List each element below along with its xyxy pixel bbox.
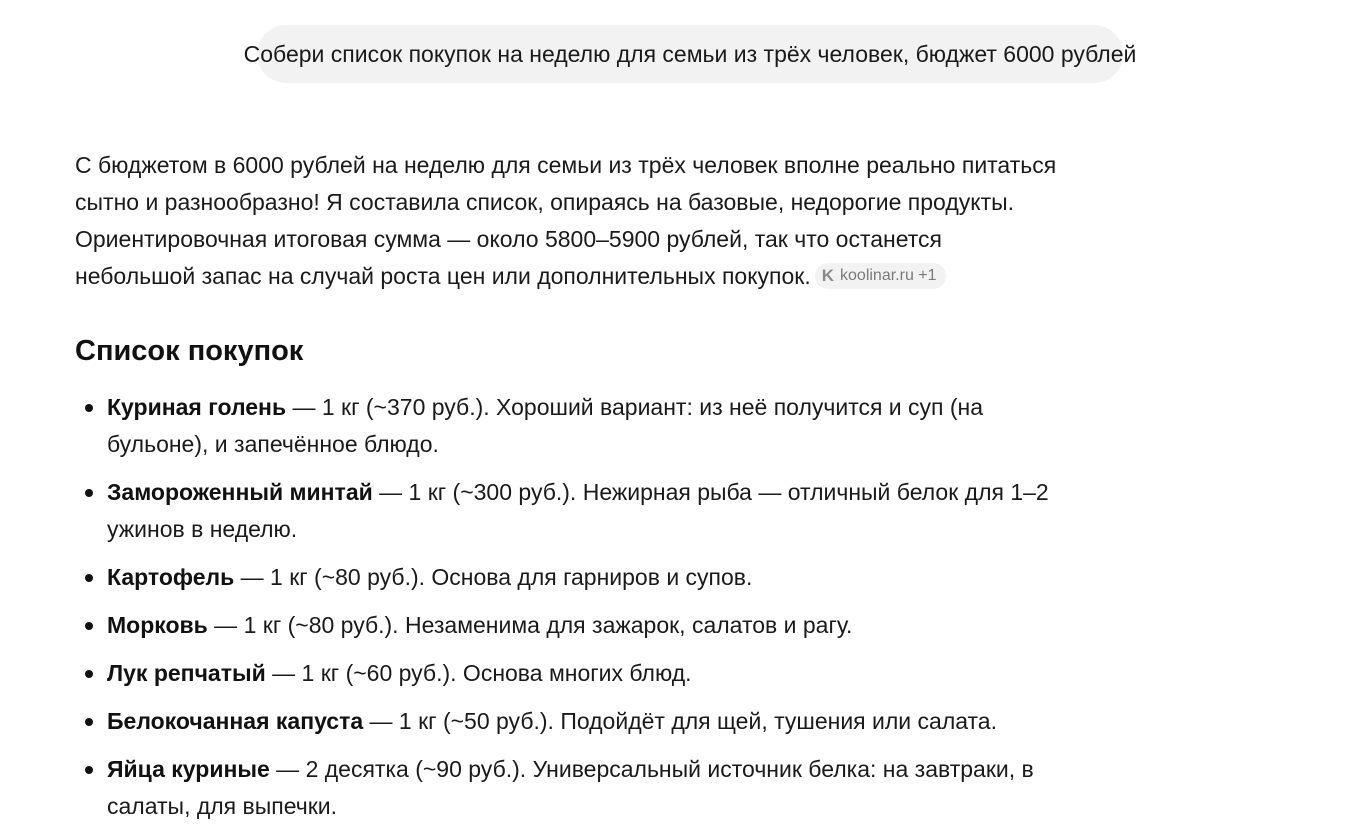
- list-item: [75, 607, 1065, 644]
- user-message-text: Собери список покупок на неделю для семьи из трёх человек, бюджет 6000 рублей: [243, 40, 1137, 67]
- list-item: [75, 751, 1065, 825]
- shopping-list: [75, 389, 1065, 825]
- item-name: Белокочанная капуста: [107, 708, 364, 734]
- list-item: [75, 559, 1065, 596]
- item-name: Яйца куриные: [107, 756, 270, 782]
- item-description: — 1 кг (~80 руб.). Незаменима для зажарок, салатов и рагу.: [207, 612, 853, 638]
- list-item: [75, 655, 1065, 692]
- item-description: — 1 кг (~50 руб.). Подойдёт для щей, тушения или салата.: [363, 708, 997, 734]
- list-item: [75, 703, 1065, 740]
- item-description: — 1 кг (~370 руб.). Хороший вариант: из неё получится и суп (на бульоне), и запечённое блюдо.: [107, 394, 984, 457]
- item-name: Морковь: [107, 612, 208, 638]
- koolinar-logo-icon: K: [821, 266, 835, 285]
- answer-intro: [75, 147, 1065, 295]
- item-name: Картофель: [107, 564, 235, 590]
- item-description: — 1 кг (~80 руб.). Основа для гарниров и супов.: [234, 564, 753, 590]
- item-name: Куриная голень: [107, 394, 287, 420]
- item-name: Лук репчатый: [107, 660, 266, 686]
- assistant-answer: [75, 147, 1065, 836]
- item-description: — 1 кг (~300 руб.). Нежирная рыба — отличный белок для 1–2 ужинов в неделю.: [107, 479, 1049, 542]
- item-name: Замороженный минтай: [107, 479, 373, 505]
- list-item: [75, 389, 1065, 463]
- source-chip-label: koolinar.ru +1: [840, 267, 937, 284]
- section-title: Список покупок: [75, 335, 304, 367]
- user-message-bubble: [243, 25, 1137, 83]
- source-chip[interactable]: [815, 263, 946, 289]
- list-item: [75, 474, 1065, 548]
- item-description: — 2 десятка (~90 руб.). Универсальный источник белка: на завтраки, в салаты, для выпечки.: [107, 756, 1034, 819]
- answer-intro-text: С бюджетом в 6000 рублей на неделю для семьи из трёх человек вполне реально питаться сытно и разнообразно! Я составила список, опираясь на базовые, недорогие продукты. Ориентировочная итоговая сумма — около 5800–5900 рублей, так что останется небольшой запас на случай роста цен или дополнительных покупок.: [75, 152, 1057, 289]
- item-description: — 1 кг (~60 руб.). Основа многих блюд.: [265, 660, 692, 686]
